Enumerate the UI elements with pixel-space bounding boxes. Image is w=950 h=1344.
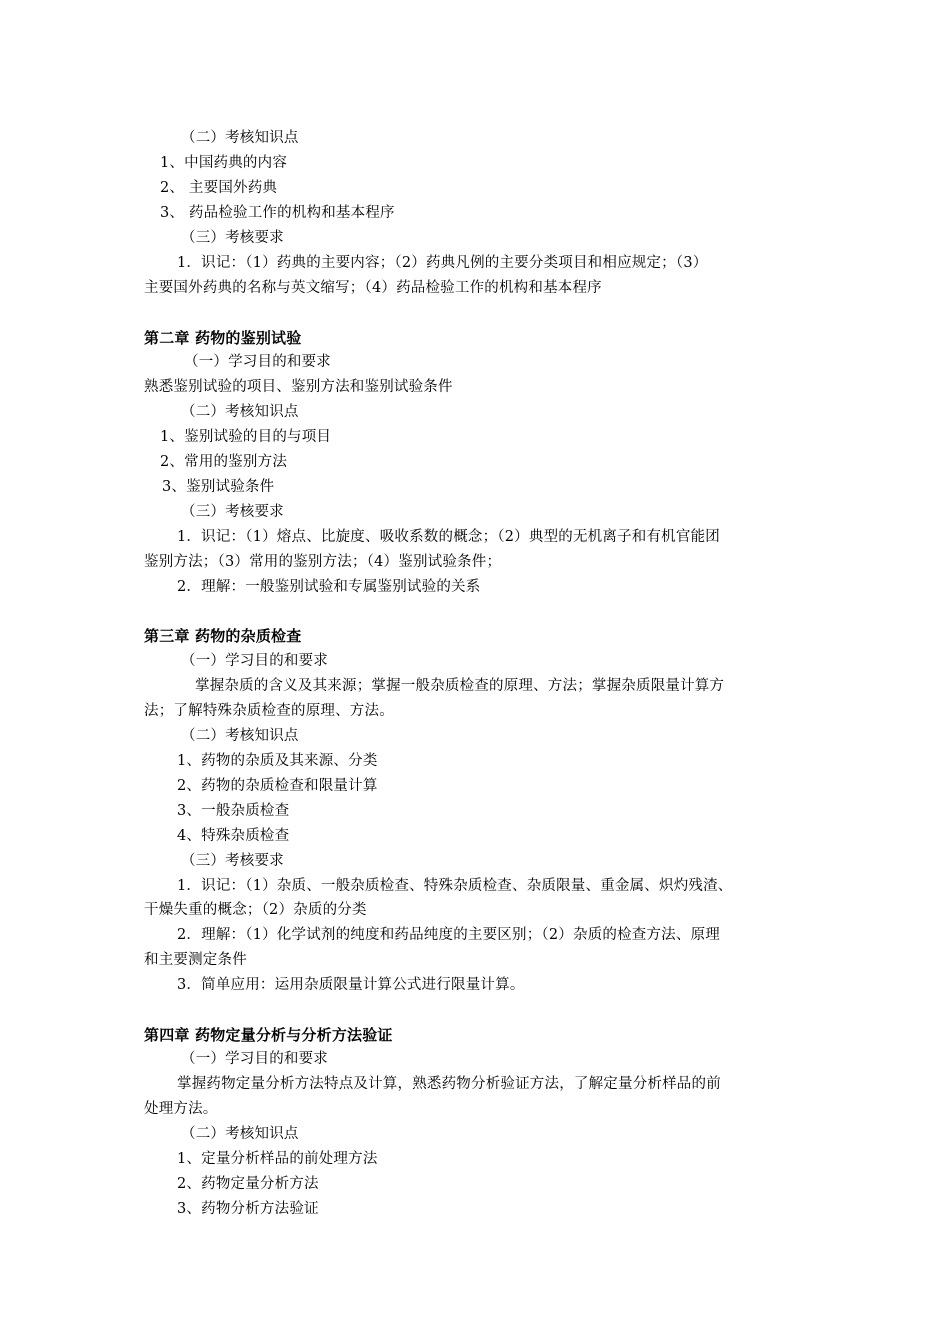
paragraph-line: 2．理解：一般鉴别试验和专属鉴别试验的关系 (177, 579, 481, 595)
list-item: 2、药物的杂质检查和限量计算 (177, 778, 378, 794)
list-item: 1、药物的杂质及其来源、分类 (177, 753, 378, 769)
chapter-heading: 第二章 药物的鉴别试验 (144, 329, 302, 347)
chapter-heading: 第四章 药物定量分析与分析方法验证 (144, 1026, 393, 1044)
section-label: （一）学习目的和要求 (181, 1051, 328, 1067)
list-item: 4、特殊杂质检查 (177, 828, 290, 844)
section-label: （一）学习目的和要求 (184, 354, 331, 370)
paragraph-line: 掌握杂质的含义及其来源；掌握一般杂质检查的原理、方法；掌握杂质限量计算方 (195, 678, 725, 694)
list-item: 3、药物分析方法验证 (177, 1201, 319, 1217)
list-item: 1、中国药典的内容 (160, 155, 288, 171)
paragraph-line: 1．识记：（1）药典的主要内容；（2）药典凡例的主要分类项目和相应规定；（3） (177, 255, 708, 271)
section-label: （二）考核知识点 (181, 728, 299, 744)
paragraph-line: 和主要测定条件 (144, 952, 247, 968)
list-item: 3、 药品检验工作的机构和基本程序 (160, 205, 395, 221)
paragraph-line: 1．识记：（1）杂质、一般杂质检查、特殊杂质检查、杂质限量、重金属、炽灼残渣、 (177, 878, 733, 894)
paragraph-line: 掌握药物定量分析方法特点及计算，熟悉药物分析验证方法，了解定量分析样品的前 (177, 1076, 721, 1092)
paragraph-line: 2．理解：（1）化学试剂的纯度和药品纯度的主要区别；（2）杂质的检查方法、原理 (177, 927, 720, 943)
list-item: 2、药物定量分析方法 (177, 1176, 319, 1192)
list-item: 1、定量分析样品的前处理方法 (177, 1151, 378, 1167)
paragraph-line: 熟悉鉴别试验的项目、鉴别方法和鉴别试验条件 (144, 379, 453, 395)
paragraph-line: 3．简单应用：运用杂质限量计算公式进行限量计算。 (177, 977, 525, 993)
chapter-heading: 第三章 药物的杂质检查 (144, 627, 302, 645)
section-label: （三）考核要求 (181, 504, 284, 520)
list-item: 3、鉴别试验条件 (162, 479, 275, 495)
list-item: 2、常用的鉴别方法 (160, 454, 288, 470)
section-label: （三）考核要求 (181, 230, 284, 246)
paragraph-line: 干燥失重的概念；（2）杂质的分类 (144, 902, 367, 918)
section-label: （一）学习目的和要求 (181, 653, 328, 669)
paragraph-line: 主要国外药典的名称与英文缩写；（4）药品检验工作的机构和基本程序 (144, 280, 602, 296)
section-label: （三）考核要求 (181, 853, 284, 869)
paragraph-line: 处理方法。 (144, 1101, 218, 1117)
list-item: 2、 主要国外药典 (160, 180, 278, 196)
list-item: 3、一般杂质检查 (177, 803, 290, 819)
list-item: 1、鉴别试验的目的与项目 (160, 429, 332, 445)
section-label: （二）考核知识点 (181, 130, 299, 146)
section-label: （二）考核知识点 (181, 1126, 299, 1142)
paragraph-line: 1．识记：（1）熔点、比旋度、吸收系数的概念；（2）典型的无机离子和有机官能团 (177, 529, 720, 545)
paragraph-line: 法；了解特殊杂质检查的原理、方法。 (144, 703, 394, 719)
section-label: （二）考核知识点 (181, 404, 299, 420)
paragraph-line: 鉴别方法；（3）常用的鉴别方法；（4）鉴别试验条件； (144, 554, 502, 570)
